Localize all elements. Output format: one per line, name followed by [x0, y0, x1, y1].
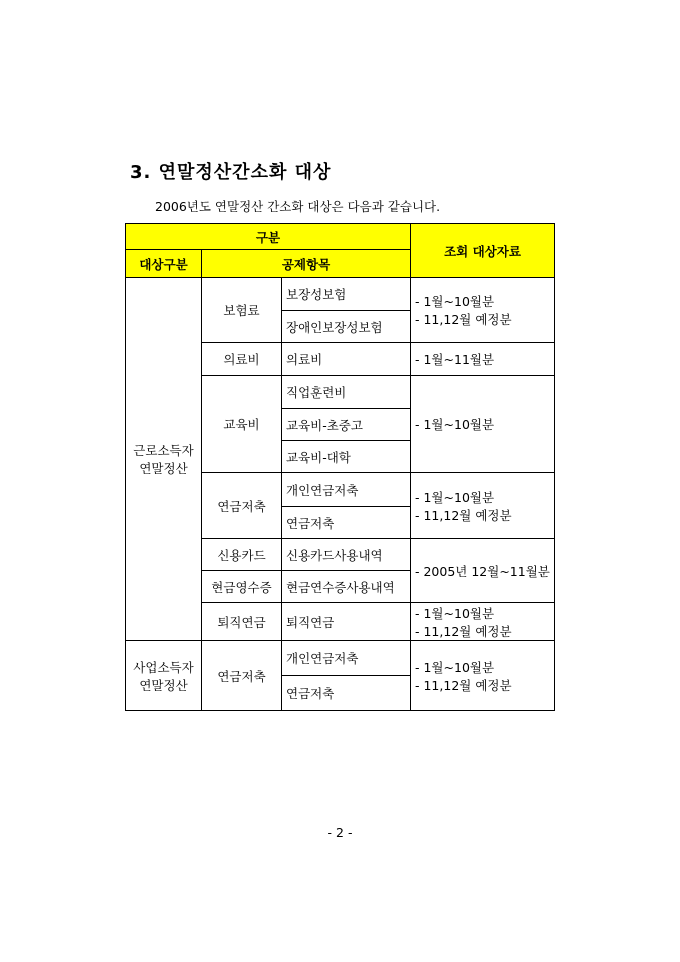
period-line-1: - 1월~10월분: [415, 605, 495, 621]
period-line-1: - 1월~10월분: [415, 659, 495, 675]
item-savings-2: 연금저축: [282, 507, 411, 539]
period-line: - 1월~11월분: [415, 352, 495, 367]
period-card-cash: [411, 539, 555, 603]
period-insurance: [411, 278, 555, 343]
period-line: - 2005년 12월~11월분: [415, 563, 550, 579]
cat-insurance: 보험료: [202, 278, 282, 343]
period-line-1: - 1월~10월분: [415, 294, 495, 309]
item-education-2: 교육비-초중고: [282, 409, 411, 441]
cat-card: 신용카드: [202, 539, 282, 571]
item-education-3: 교육비-대학: [282, 441, 411, 473]
period-line-2: - 11,12월 예정분: [415, 623, 512, 639]
item-insurance-2: 장애인보장성보험: [282, 311, 411, 343]
period-line-1: - 1월~10월분: [415, 489, 495, 505]
period-education: [411, 376, 555, 473]
group-business-income: 사업소득자 연말정산: [126, 641, 202, 711]
item-insurance-1: 보장성보험: [282, 278, 411, 311]
target-table: [125, 223, 555, 711]
cat-medical: 의료비: [202, 343, 282, 376]
cat-cash: 현금영수증: [202, 571, 282, 603]
header-item: 공제항목: [202, 250, 411, 278]
period-line-2: - 11,12월 예정분: [415, 312, 512, 327]
item-pension-1: 퇴직연금: [282, 603, 411, 641]
item-medical-1: 의료비: [282, 343, 411, 376]
cat-pension: 퇴직연금: [202, 603, 282, 641]
period-savings-2: [411, 641, 555, 711]
section-title: 3. 연말정산간소화 대상: [130, 162, 332, 183]
header-data: 조회 대상자료: [411, 224, 555, 278]
period-line: - 1월~10월분: [415, 417, 495, 432]
header-target: 대상구분: [126, 250, 202, 278]
cat-savings: 연금저축: [202, 473, 282, 539]
group-earned-income: 근로소득자 연말정산: [126, 278, 202, 641]
item-savings2-1: 개인연금저축: [282, 641, 411, 676]
period-medical: [411, 343, 555, 376]
intro-text: 2006년도 연말정산 간소화 대상은 다음과 같습니다.: [155, 199, 441, 214]
cat-education: 교육비: [202, 376, 282, 473]
period-line-2: - 11,12월 예정분: [415, 507, 512, 523]
cat-savings-2: 연금저축: [202, 641, 282, 711]
item-education-1: 직업훈련비: [282, 376, 411, 409]
item-card-1: 신용카드사용내역: [282, 539, 411, 571]
item-savings2-2: 연금저축: [282, 676, 411, 711]
period-savings: [411, 473, 555, 539]
page-number: - 2 -: [327, 825, 353, 840]
period-line-2: - 11,12월 예정분: [415, 677, 512, 693]
item-cash-1: 현금연수증사용내역: [282, 571, 411, 603]
period-pension: [411, 603, 555, 641]
item-savings-1: 개인연금저축: [282, 473, 411, 507]
header-group: 구분: [126, 224, 411, 250]
